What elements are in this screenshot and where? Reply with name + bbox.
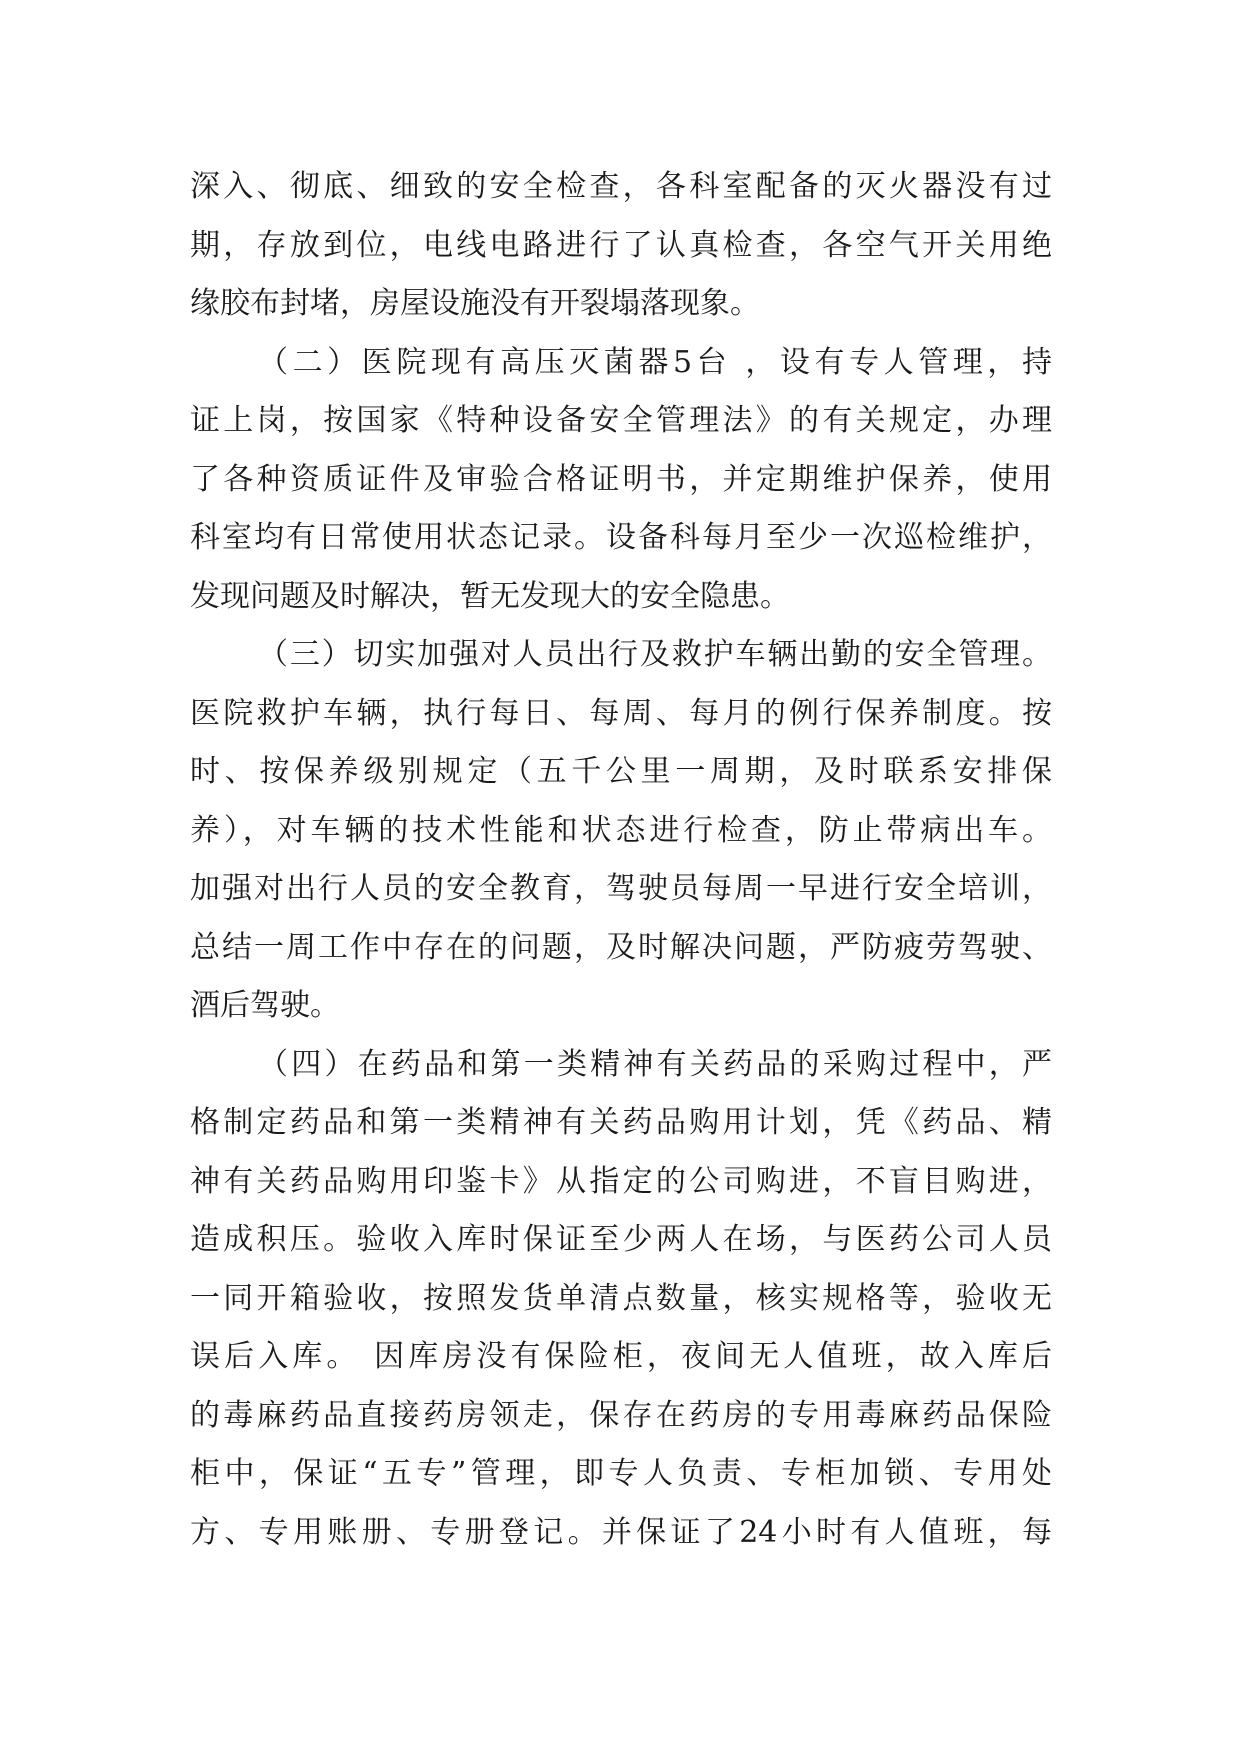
text-line: 总结一周工作中存在的问题，及时解决问题，严防疲劳驾驶、 (190, 929, 1052, 965)
text-line: 的毒麻药品直接药房领走，保存在药房的专用毒麻药品保险 (190, 1397, 1052, 1433)
text-line: 加强对出行人员的安全教育，驾驶员每周一早进行安全培训， (190, 871, 1052, 906)
text-line: 一同开箱验收，按照发货单清点数量，核实规格等，验收无 (190, 1280, 1052, 1316)
text-line: 造成积压。验收入库时保证至少两人在场，与医药公司人员 (190, 1222, 1052, 1257)
document-body (190, 158, 1052, 1562)
text-line: 方、专用账册、专册登记。并保证了24小时有人值班，每 (190, 1514, 1052, 1550)
text-line: 误后入库。 因库房没有保险柜，夜间无人值班，故入库后 (190, 1339, 1052, 1374)
text-line: 期，存放到位，电线电路进行了认真检查，各空气开关用绝 (190, 227, 1052, 263)
text-line: 养），对车辆的技术性能和状态进行检查，防止带病出车。 (190, 812, 1052, 848)
text-line: 科室均有日常使用状态记录。设备科每月至少一次巡检维护， (190, 520, 1052, 555)
text-line: 神有关药品购用印鉴卡》从指定的公司购进，不盲目购进， (190, 1163, 1052, 1199)
text-line: 了各种资质证件及审验合格证明书，并定期维护保养，使用 (190, 461, 1052, 497)
text-line: （三）切实加强对人员出行及救护车辆出勤的安全管理。 (258, 637, 1052, 672)
text-line: 时、按保养级别规定（五千公里一周期，及时联系安排保 (190, 754, 1052, 789)
text-line: 证上岗，按国家《特种设备安全管理法》的有关规定，办理 (190, 403, 1052, 438)
text-line: 医院救护车辆，执行每日、每周、每月的例行保养制度。按 (190, 695, 1052, 731)
text-line: 发现问题及时解决，暂无发现大的安全隐患。 (190, 578, 790, 614)
text-line: 深入、彻底、细致的安全检查，各科室配备的灭火器没有过 (190, 169, 1052, 204)
text-line: （二）医院现有高压灭菌器5台 ，设有专人管理，持 (258, 344, 1052, 380)
text-line: 缘胶布封堵，房屋设施没有开裂塌落现象。 (190, 286, 760, 321)
text-line: 格制定药品和第一类精神有关药品购用计划，凭《药品、精 (190, 1105, 1052, 1140)
text-line: 酒后驾驶。 (190, 988, 340, 1023)
text-line: 柜中，保证“五专”管理，即专人负责、专柜加锁、专用处 (190, 1456, 1052, 1491)
text-line: （四）在药品和第一类精神有关药品的采购过程中，严 (258, 1046, 1052, 1082)
